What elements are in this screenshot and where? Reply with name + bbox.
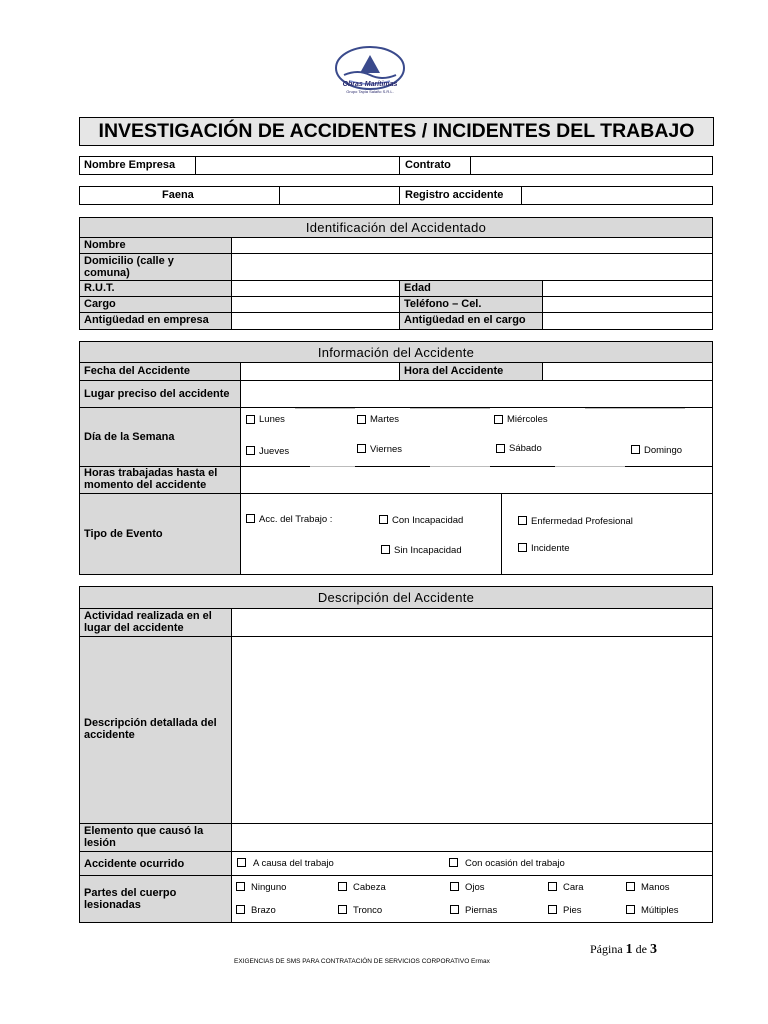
horas-label: Horas trabajadas hasta el momento del accidente	[84, 467, 218, 491]
cara-checkbox[interactable]	[548, 882, 557, 891]
piernas-label: Piernas	[465, 905, 498, 916]
multiples-label: Múltiples	[641, 905, 679, 916]
page-current: 1	[625, 942, 633, 957]
multiples-checkbox[interactable]	[626, 905, 635, 914]
actividad-field[interactable]	[232, 609, 712, 636]
info-section-title: Información del Accidente	[317, 345, 475, 360]
ninguno-label: Ninguno	[251, 882, 287, 893]
causa-checkbox[interactable]	[237, 858, 246, 867]
contrato-field[interactable]	[471, 157, 712, 174]
domingo-label: Domingo	[644, 445, 683, 456]
lunes-checkbox[interactable]	[246, 415, 255, 424]
enfermedad-label: Enfermedad Profesional	[531, 516, 633, 527]
partes-label: Partes del cuerpo lesionadas	[84, 887, 177, 911]
hora-label: Hora del Accidente	[404, 365, 504, 377]
ojos-checkbox[interactable]	[450, 882, 459, 891]
telefono-label: Teléfono – Cel.	[404, 298, 482, 310]
page-of: de	[635, 942, 647, 956]
ocurrido-label: Accidente ocurrido	[84, 858, 185, 870]
domingo-checkbox[interactable]	[631, 445, 640, 454]
martes-label: Martes	[370, 414, 400, 425]
contrato-label: Contrato	[405, 159, 451, 171]
domicilio-field[interactable]	[232, 254, 712, 280]
faena-field[interactable]	[280, 187, 398, 204]
fecha-field[interactable]	[241, 363, 399, 380]
acc-trabajo-checkbox[interactable]	[246, 514, 255, 523]
telefono-field[interactable]	[543, 297, 712, 312]
con-incapacidad-checkbox[interactable]	[379, 515, 388, 524]
cara-label: Cara	[563, 882, 584, 893]
page-title: INVESTIGACIÓN DE ACCIDENTES / INCIDENTES DEL TRABAJO	[98, 120, 695, 142]
nombre-empresa-label: Nombre Empresa	[84, 159, 176, 171]
antig-empresa-field[interactable]	[232, 313, 399, 329]
lugar-field[interactable]	[241, 381, 712, 407]
ojos-label: Ojos	[465, 882, 485, 893]
manos-checkbox[interactable]	[626, 882, 635, 891]
piernas-checkbox[interactable]	[450, 905, 459, 914]
cargo-label: Cargo	[84, 298, 116, 310]
horas-field[interactable]	[241, 467, 712, 493]
lunes-label: Lunes	[259, 414, 285, 425]
faena-label: Faena	[162, 189, 194, 201]
cabeza-label: Cabeza	[353, 882, 386, 893]
sabado-label: Sábado	[509, 443, 542, 454]
viernes-checkbox[interactable]	[357, 444, 366, 453]
pies-checkbox[interactable]	[548, 905, 557, 914]
hora-field[interactable]	[543, 363, 712, 380]
sin-incapacidad-checkbox[interactable]	[381, 545, 390, 554]
pies-label: Pies	[563, 905, 582, 916]
edad-field[interactable]	[543, 281, 712, 296]
detallada-field[interactable]	[232, 637, 712, 823]
con-incapacidad-label: Con Incapacidad	[392, 515, 464, 526]
page-label: Página	[590, 942, 623, 956]
logo-name: Obras Marítimas	[342, 81, 398, 88]
logo-subtitle: Grupo Tapia Salaño S.R.L.	[346, 89, 394, 94]
ocasion-checkbox[interactable]	[449, 858, 458, 867]
cabeza-checkbox[interactable]	[338, 882, 347, 891]
brazo-checkbox[interactable]	[236, 905, 245, 914]
ninguno-checkbox[interactable]	[236, 882, 245, 891]
manos-label: Manos	[641, 882, 670, 893]
registro-label: Registro accidente	[405, 189, 504, 201]
antig-cargo-field[interactable]	[543, 313, 712, 329]
ocasion-label: Con ocasión del trabajo	[465, 858, 565, 869]
cargo-field[interactable]	[232, 297, 399, 312]
incidente-label: Incidente	[531, 543, 570, 554]
rut-label: R.U.T.	[84, 282, 115, 294]
dia-label: Día de la Semana	[84, 431, 175, 443]
tronco-checkbox[interactable]	[338, 905, 347, 914]
causa-label: A causa del trabajo	[253, 858, 334, 869]
rut-field[interactable]	[232, 281, 399, 296]
edad-label: Edad	[404, 282, 431, 294]
jueves-checkbox[interactable]	[246, 446, 255, 455]
miercoles-checkbox[interactable]	[494, 415, 503, 424]
tronco-label: Tronco	[353, 905, 383, 916]
lugar-label: Lugar preciso del accidente	[84, 388, 230, 400]
acc-trabajo-label: Acc. del Trabajo :	[259, 514, 333, 525]
nombre-empresa-field[interactable]	[196, 157, 398, 174]
registro-field[interactable]	[522, 187, 712, 204]
brazo-label: Brazo	[251, 905, 276, 916]
martes-checkbox[interactable]	[357, 415, 366, 424]
miercoles-label: Miércoles	[507, 414, 548, 425]
antig-cargo-label: Antigüedad en el cargo	[404, 314, 526, 326]
nombre-field[interactable]	[232, 238, 712, 253]
nombre-label: Nombre	[84, 239, 126, 251]
sabado-checkbox[interactable]	[496, 444, 505, 453]
viernes-label: Viernes	[370, 444, 403, 455]
ident-section-title: Identificación del Accidentado	[305, 220, 487, 235]
page-total: 3	[650, 942, 657, 957]
elemento-label: Elemento que causó la lesión	[84, 825, 204, 849]
detallada-label: Descripción detallada del accidente	[84, 717, 217, 741]
tipo-label: Tipo de Evento	[84, 528, 163, 540]
jueves-label: Jueves	[259, 446, 290, 457]
page-number	[590, 942, 657, 958]
incidente-checkbox[interactable]	[518, 543, 527, 552]
enfermedad-checkbox[interactable]	[518, 516, 527, 525]
desc-section-title: Descripción del Accidente	[317, 590, 475, 605]
antig-empresa-label: Antigüedad en empresa	[84, 314, 209, 326]
actividad-label: Actividad realizada en el lugar del accidente	[84, 610, 212, 634]
footer-note: EXIGENCIAS DE SMS PARA CONTRATACIÓN DE SERVICIOS CORPORATIVO Ermax	[234, 958, 490, 965]
elemento-field[interactable]	[232, 824, 712, 851]
domicilio-label: Domicilio (calle y comuna)	[84, 255, 174, 279]
sin-incapacidad-label: Sin Incapacidad	[394, 545, 462, 556]
fecha-label: Fecha del Accidente	[84, 365, 190, 377]
